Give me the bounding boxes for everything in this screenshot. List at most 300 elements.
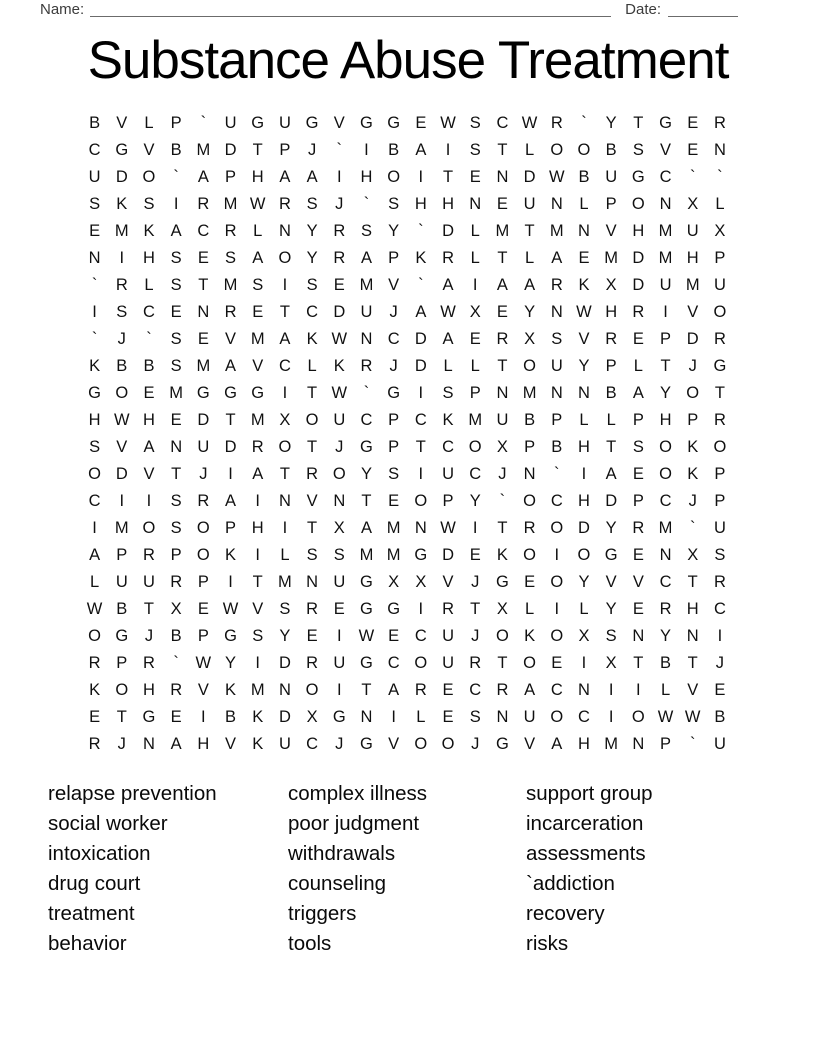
- date-label: Date:: [625, 1, 661, 18]
- name-blank-line: [90, 1, 611, 17]
- grid-letter: G: [713, 357, 727, 375]
- word-list-item: poor judgment: [288, 812, 420, 835]
- grid-letter: X: [333, 519, 345, 537]
- grid-letter: I: [717, 627, 723, 645]
- grid-letter: I: [228, 465, 233, 483]
- grid-letter: T: [497, 654, 508, 672]
- grid-letter: P: [170, 114, 182, 132]
- grid-letter: I: [255, 654, 261, 672]
- grid-letter: B: [714, 708, 726, 726]
- grid-letter: O: [523, 546, 537, 564]
- grid-letter: X: [279, 411, 291, 429]
- grid-letter: S: [225, 249, 237, 267]
- grid-letter: R: [442, 600, 454, 618]
- grid-letter: I: [173, 195, 179, 213]
- grid-letter: R: [360, 357, 373, 375]
- grid-letter: R: [306, 654, 319, 672]
- grid-letter: H: [143, 249, 155, 267]
- grid-letter: T: [143, 600, 155, 618]
- grid-letter: W: [249, 195, 266, 213]
- grid-letter: V: [524, 735, 536, 753]
- grid-letter: N: [550, 384, 563, 402]
- grid-letter: O: [686, 384, 700, 402]
- grid-letter: R: [713, 330, 726, 348]
- grid-letter: E: [89, 222, 101, 240]
- grid-letter: `: [363, 384, 370, 402]
- grid-letter: G: [142, 708, 156, 726]
- grid-letter: V: [442, 573, 454, 591]
- grid-letter: M: [250, 411, 265, 429]
- grid-letter: N: [197, 303, 210, 321]
- grid-letter: A: [442, 330, 454, 348]
- grid-letter: C: [550, 492, 563, 510]
- word-search-grid: [81, 110, 734, 758]
- grid-letter: T: [361, 681, 372, 699]
- grid-letter: `: [146, 330, 152, 348]
- grid-letter: J: [389, 303, 398, 321]
- grid-letter: L: [606, 411, 616, 429]
- grid-letter: R: [224, 222, 237, 240]
- grid-letter: X: [578, 627, 590, 645]
- grid-letter: O: [495, 627, 509, 645]
- grid-letter: O: [550, 519, 564, 537]
- grid-letter: R: [632, 519, 645, 537]
- word-list-item: treatment: [48, 902, 135, 925]
- grid-letter: O: [88, 627, 102, 645]
- grid-letter: E: [687, 114, 699, 132]
- grid-letter: T: [497, 141, 508, 159]
- grid-letter: V: [116, 438, 128, 456]
- grid-letter: N: [550, 195, 563, 213]
- grid-letter: S: [333, 546, 345, 564]
- grid-letter: T: [307, 384, 318, 402]
- grid-letter: H: [251, 168, 264, 186]
- grid-letter: U: [523, 708, 536, 726]
- grid-letter: R: [550, 276, 563, 294]
- grid-letter: `: [173, 168, 179, 186]
- grid-letter: E: [197, 330, 209, 348]
- grid-letter: P: [714, 249, 726, 267]
- grid-letter: L: [660, 681, 671, 699]
- grid-letter: S: [170, 249, 182, 267]
- grid-letter: T: [307, 438, 318, 456]
- grid-letter: `: [91, 330, 98, 348]
- grid-letter: M: [658, 249, 673, 267]
- grid-letter: O: [713, 303, 727, 321]
- grid-letter: N: [578, 384, 590, 402]
- word-list-item: assessments: [526, 842, 646, 865]
- grid-letter: B: [170, 141, 182, 159]
- grid-letter: R: [251, 438, 264, 456]
- grid-letter: J: [498, 465, 507, 483]
- grid-letter: O: [659, 465, 672, 483]
- grid-letter: W: [657, 708, 674, 726]
- grid-letter: A: [360, 519, 372, 537]
- grid-letter: N: [659, 546, 672, 564]
- grid-letter: Y: [660, 384, 672, 402]
- grid-letter: U: [713, 735, 726, 753]
- grid-letter: X: [496, 600, 508, 618]
- grid-letter: W: [576, 303, 592, 321]
- grid-letter: U: [224, 114, 237, 132]
- grid-letter: O: [278, 249, 292, 267]
- grid-letter: N: [496, 168, 509, 186]
- grid-letter: C: [88, 141, 101, 159]
- grid-letter: A: [632, 384, 644, 402]
- grid-letter: M: [359, 546, 374, 564]
- grid-letter: U: [442, 465, 454, 483]
- grid-letter: A: [252, 249, 264, 267]
- grid-letter: T: [252, 141, 263, 159]
- grid-letter: `: [717, 168, 723, 186]
- grid-letter: L: [443, 357, 453, 375]
- date-blank-line: [668, 1, 738, 17]
- grid-letter: B: [89, 114, 101, 132]
- grid-letter: L: [470, 222, 480, 240]
- grid-letter: I: [255, 546, 261, 564]
- grid-letter: U: [88, 168, 101, 186]
- grid-letter: D: [442, 546, 454, 564]
- grid-letter: H: [251, 519, 264, 537]
- grid-letter: S: [306, 195, 318, 213]
- grid-letter: J: [335, 438, 344, 456]
- grid-letter: E: [388, 492, 400, 510]
- grid-letter: K: [143, 222, 155, 240]
- grid-letter: D: [414, 330, 427, 348]
- grid-letter: I: [636, 681, 641, 699]
- grid-letter: I: [282, 276, 288, 294]
- grid-letter: O: [550, 573, 564, 591]
- grid-letter: G: [88, 384, 102, 402]
- grid-letter: W: [440, 519, 456, 537]
- grid-letter: H: [578, 492, 590, 510]
- grid-letter: T: [660, 357, 671, 375]
- grid-letter: G: [495, 573, 509, 591]
- grid-letter: O: [631, 708, 645, 726]
- grid-letter: O: [713, 438, 727, 456]
- grid-letter: V: [660, 141, 672, 159]
- grid-letter: K: [687, 465, 699, 483]
- grid-letter: R: [469, 654, 482, 672]
- grid-letter: `: [499, 492, 506, 510]
- grid-letter: G: [631, 168, 645, 186]
- grid-letter: I: [445, 141, 451, 159]
- grid-letter: U: [333, 573, 346, 591]
- grid-letter: B: [388, 141, 400, 159]
- grid-letter: S: [388, 465, 400, 483]
- grid-letter: R: [632, 303, 645, 321]
- grid-letter: L: [579, 411, 589, 429]
- grid-letter: Y: [469, 492, 481, 510]
- grid-letter: G: [196, 384, 210, 402]
- grid-letter: G: [360, 600, 373, 618]
- grid-letter: Y: [306, 222, 318, 240]
- header: [40, 1, 738, 18]
- grid-letter: B: [170, 627, 182, 645]
- grid-letter: H: [88, 411, 101, 429]
- grid-letter: A: [442, 276, 454, 294]
- grid-letter: X: [469, 303, 481, 321]
- grid-letter: X: [605, 276, 617, 294]
- grid-letter: I: [581, 465, 587, 483]
- grid-letter: R: [442, 249, 454, 267]
- grid-letter: O: [550, 708, 564, 726]
- grid-letter: C: [578, 708, 590, 726]
- grid-letter: I: [391, 708, 396, 726]
- grid-letter: Y: [605, 600, 617, 618]
- grid-letter: K: [306, 330, 318, 348]
- grid-letter: K: [578, 276, 590, 294]
- grid-letter: N: [360, 330, 373, 348]
- grid-letter: O: [414, 654, 428, 672]
- grid-letter: G: [305, 114, 319, 132]
- grid-letter: S: [469, 708, 481, 726]
- grid-letter: A: [415, 141, 427, 159]
- grid-letter: M: [196, 141, 211, 159]
- grid-letter: L: [525, 600, 535, 618]
- grid-letter: M: [495, 222, 510, 240]
- grid-letter: I: [608, 681, 614, 699]
- grid-letter: C: [659, 168, 672, 186]
- grid-letter: A: [605, 465, 617, 483]
- grid-letter: W: [195, 654, 212, 672]
- word-list-item: relapse prevention: [48, 782, 217, 805]
- grid-letter: K: [252, 708, 264, 726]
- grid-letter: U: [713, 519, 726, 537]
- grid-letter: U: [442, 654, 454, 672]
- grid-letter: I: [119, 249, 125, 267]
- grid-letter: V: [143, 465, 155, 483]
- grid-letter: C: [496, 114, 509, 132]
- grid-letter: H: [197, 735, 210, 753]
- grid-letter: D: [414, 357, 427, 375]
- grid-letter: R: [713, 573, 726, 591]
- grid-letter: H: [442, 195, 454, 213]
- grid-letter: Y: [225, 654, 237, 672]
- grid-letter: E: [197, 249, 209, 267]
- grid-letter: O: [523, 654, 537, 672]
- grid-letter: X: [306, 708, 318, 726]
- grid-letter: `: [363, 195, 370, 213]
- grid-letter: J: [688, 492, 697, 510]
- grid-letter: W: [521, 114, 538, 132]
- grid-letter: E: [197, 600, 209, 618]
- grid-letter: P: [388, 411, 400, 429]
- grid-letter: U: [442, 627, 454, 645]
- grid-letter: M: [114, 222, 129, 240]
- grid-letter: L: [470, 357, 480, 375]
- grid-letter: U: [686, 222, 699, 240]
- grid-letter: W: [440, 114, 456, 132]
- grid-letter: K: [89, 681, 101, 699]
- grid-letter: A: [225, 492, 237, 510]
- grid-letter: M: [114, 519, 129, 537]
- grid-letter: W: [440, 303, 456, 321]
- grid-letter: I: [228, 573, 233, 591]
- grid-letter: C: [306, 735, 319, 753]
- grid-letter: I: [418, 384, 424, 402]
- grid-letter: A: [524, 681, 536, 699]
- grid-letter: E: [632, 546, 644, 564]
- grid-letter: J: [471, 573, 480, 591]
- grid-letter: E: [333, 600, 345, 618]
- grid-letter: R: [414, 681, 427, 699]
- grid-letter: S: [551, 330, 563, 348]
- grid-letter: P: [551, 411, 563, 429]
- grid-letter: A: [551, 249, 563, 267]
- grid-letter: J: [715, 654, 725, 672]
- grid-letter: K: [116, 195, 128, 213]
- grid-letter: Y: [360, 465, 372, 483]
- grid-letter: M: [223, 195, 238, 213]
- grid-letter: G: [387, 600, 401, 618]
- grid-letter: C: [278, 357, 291, 375]
- grid-letter: I: [282, 519, 288, 537]
- grid-letter: R: [713, 114, 726, 132]
- grid-letter: B: [578, 168, 590, 186]
- grid-letter: V: [306, 492, 318, 510]
- grid-letter: W: [86, 600, 103, 618]
- grid-letter: `: [200, 114, 207, 132]
- grid-letter: G: [414, 546, 428, 564]
- grid-letter: I: [472, 519, 478, 537]
- grid-letter: K: [687, 438, 699, 456]
- grid-letter: P: [442, 492, 454, 510]
- word-list-item: incarceration: [526, 812, 644, 835]
- grid-letter: R: [197, 195, 210, 213]
- word-list-item: drug court: [48, 872, 141, 895]
- grid-letter: S: [170, 330, 182, 348]
- grid-letter: E: [170, 411, 182, 429]
- grid-letter: G: [360, 114, 373, 132]
- grid-letter: K: [225, 681, 237, 699]
- grid-letter: G: [387, 384, 401, 402]
- grid-letter: N: [578, 222, 590, 240]
- grid-letter: P: [469, 384, 481, 402]
- grid-letter: U: [605, 168, 618, 186]
- grid-letter: H: [360, 168, 373, 186]
- grid-letter: W: [222, 600, 239, 618]
- grid-letter: P: [660, 735, 672, 753]
- grid-letter: K: [225, 546, 237, 564]
- grid-letter: B: [524, 411, 536, 429]
- grid-letter: S: [252, 627, 264, 645]
- grid-letter: E: [469, 330, 481, 348]
- grid-letter: I: [336, 627, 342, 645]
- grid-letter: I: [364, 141, 369, 159]
- grid-letter: D: [197, 411, 210, 429]
- grid-letter: R: [170, 573, 183, 591]
- grid-letter: K: [524, 627, 536, 645]
- grid-letter: L: [525, 249, 535, 267]
- grid-letter: G: [360, 735, 373, 753]
- grid-letter: I: [92, 519, 97, 537]
- grid-letter: D: [224, 438, 237, 456]
- grid-letter: N: [523, 465, 536, 483]
- grid-letter: I: [146, 492, 152, 510]
- grid-letter: J: [471, 735, 480, 753]
- grid-letter: A: [415, 303, 427, 321]
- grid-letter: O: [142, 519, 156, 537]
- grid-letter: A: [279, 168, 291, 186]
- grid-letter: P: [714, 492, 726, 510]
- grid-letter: O: [332, 465, 346, 483]
- grid-letter: V: [687, 681, 699, 699]
- grid-letter: O: [631, 195, 645, 213]
- grid-letter: A: [170, 222, 182, 240]
- word-list-item: tools: [288, 932, 332, 955]
- grid-letter: D: [278, 654, 291, 672]
- grid-letter: I: [282, 384, 288, 402]
- grid-letter: G: [360, 654, 373, 672]
- word-list-item: `addiction: [526, 872, 615, 895]
- grid-letter: S: [306, 546, 318, 564]
- grid-letter: C: [442, 438, 454, 456]
- grid-letter: E: [388, 627, 400, 645]
- grid-letter: D: [686, 330, 699, 348]
- grid-letter: R: [550, 114, 563, 132]
- grid-letter: P: [388, 249, 400, 267]
- grid-letter: `: [689, 735, 696, 753]
- grid-letter: M: [196, 357, 211, 375]
- grid-letter: `: [418, 222, 424, 240]
- grid-letter: E: [442, 708, 454, 726]
- grid-letter: D: [578, 519, 590, 537]
- word-list-item: behavior: [48, 932, 127, 955]
- grid-letter: `: [418, 276, 424, 294]
- grid-letter: S: [388, 195, 400, 213]
- grid-letter: U: [713, 276, 726, 294]
- grid-letter: O: [550, 141, 564, 159]
- word-list-item: risks: [526, 932, 569, 955]
- grid-letter: T: [307, 519, 318, 537]
- grid-letter: L: [253, 222, 263, 240]
- grid-letter: T: [606, 438, 617, 456]
- grid-letter: T: [252, 573, 263, 591]
- grid-letter: T: [633, 114, 644, 132]
- grid-letter: T: [497, 519, 508, 537]
- grid-letter: D: [115, 168, 128, 186]
- grid-letter: N: [578, 681, 590, 699]
- grid-letter: H: [578, 438, 590, 456]
- grid-letter: C: [387, 654, 400, 672]
- grid-letter: K: [333, 357, 345, 375]
- grid-letter: G: [224, 384, 237, 402]
- grid-letter: U: [360, 303, 373, 321]
- grid-letter: A: [225, 357, 237, 375]
- grid-letter: O: [659, 438, 672, 456]
- grid-letter: R: [306, 465, 319, 483]
- grid-letter: G: [224, 627, 237, 645]
- grid-letter: R: [143, 546, 155, 564]
- grid-letter: E: [89, 708, 101, 726]
- grid-letter: A: [279, 330, 291, 348]
- grid-letter: U: [197, 438, 210, 456]
- grid-letter: T: [198, 276, 209, 294]
- grid-letter: J: [389, 357, 398, 375]
- grid-letter: A: [360, 249, 372, 267]
- grid-letter: G: [332, 708, 346, 726]
- grid-letter: X: [605, 654, 617, 672]
- grid-letter: V: [252, 357, 264, 375]
- grid-letter: S: [170, 357, 182, 375]
- grid-letter: P: [605, 195, 617, 213]
- grid-letter: G: [115, 627, 129, 645]
- grid-letter: M: [468, 411, 483, 429]
- grid-letter: E: [442, 681, 454, 699]
- grid-letter: O: [196, 546, 210, 564]
- grid-letter: L: [715, 195, 725, 213]
